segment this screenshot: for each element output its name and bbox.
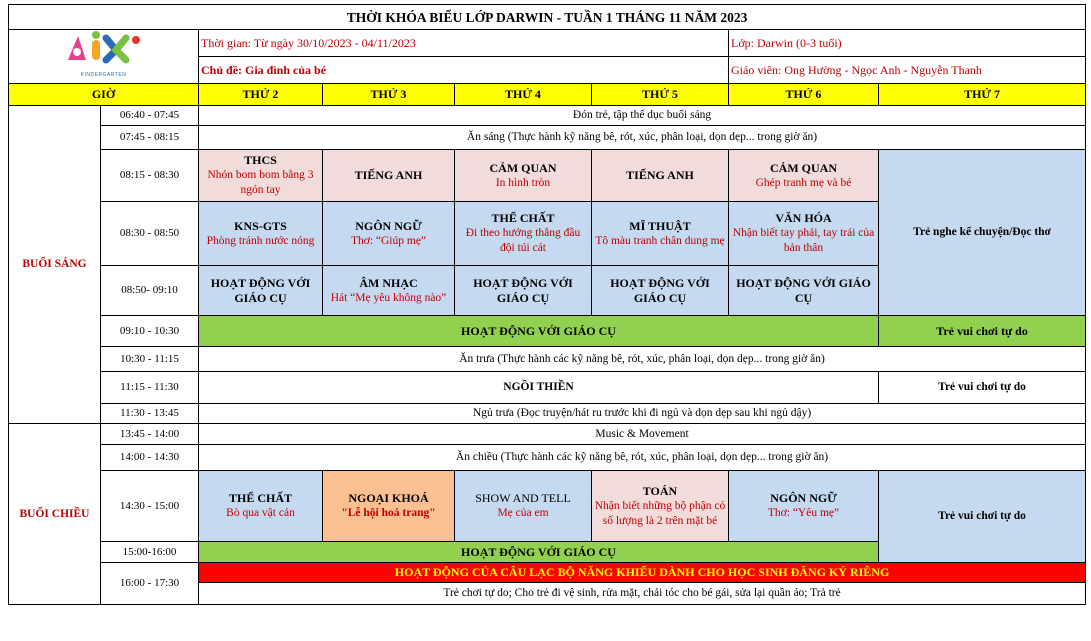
time-slot: 16:00 - 17:30 [101, 563, 199, 605]
lesson-cell [199, 266, 323, 316]
lesson-subject: VĂN HÓA [775, 211, 832, 225]
activity-cell: Music & Movement [199, 424, 1086, 445]
header-day: THỨ 4 [455, 84, 592, 106]
date-range: Thời gian: Từ ngày 30/10/2023 - 04/11/2023 [199, 30, 729, 57]
time-slot: 14:00 - 14:30 [101, 445, 199, 471]
time-slot: 11:15 - 11:30 [101, 372, 199, 404]
lesson-cell [729, 202, 879, 266]
lesson-detail: Mẹ của em [497, 507, 549, 519]
saturday-cell: Trẻ vui chơi tự do [879, 372, 1086, 404]
lesson-subject: TOÁN [642, 483, 678, 498]
lesson-cell [323, 202, 455, 266]
lesson-cell [199, 202, 323, 266]
time-slot: 08:50- 09:10 [101, 266, 199, 316]
time-slot: 11:30 - 13:45 [101, 404, 199, 424]
topic: Chủ đề: Gia đình của bé [199, 57, 729, 84]
header-day: THỨ 5 [592, 84, 729, 106]
activity-cell: NGỒI THIỀN [199, 372, 879, 404]
time-slot: 07:45 - 08:15 [101, 126, 199, 150]
lesson-cell [592, 150, 729, 202]
time-slot: 15:00-16:00 [101, 542, 199, 563]
lesson-detail: Nhón bom bom bằng 3 ngón tay [207, 169, 314, 196]
lesson-cell [455, 471, 592, 542]
teachers: Giáo viên: Ong Hường - Ngọc Anh - Nguyễn Thanh [729, 57, 1086, 84]
lesson-cell [729, 471, 879, 542]
lesson-detail: Thơ: “Giúp mẹ” [350, 234, 427, 247]
time-slot: 13:45 - 14:00 [101, 424, 199, 445]
lesson-cell [323, 471, 455, 542]
activity-cell: Ngủ trưa (Đọc truyện/hát ru trước khi đi ngủ và dọn dẹp sau khi ngủ dậy) [199, 404, 1086, 424]
lesson-subject: THỂ CHẤT [491, 211, 555, 225]
time-slot: 08:30 - 08:50 [101, 202, 199, 266]
lesson-subject: THCS [244, 153, 277, 167]
club-activity-banner: HOẠT ĐỘNG CỦA CÂU LẠC BỘ NĂNG KHIẾU DÀNH CHO HỌC SINH ĐĂNG KÝ RIÊNG [199, 563, 1086, 583]
header-day: THỨ 2 [199, 84, 323, 106]
time-slot: 10:30 - 11:15 [101, 347, 199, 372]
lesson-cell [323, 266, 455, 316]
lesson-cell [199, 150, 323, 202]
lesson-subject: NGÔN NGỮ [355, 218, 422, 233]
activity-cell: Ăn trưa (Thực hành các kỹ năng bê, rót, xúc, phân loại, dọn dẹp... trong giờ ăn) [199, 347, 1086, 372]
lesson-cell [592, 202, 729, 266]
lesson-detail: Bò qua vật cản [226, 507, 295, 519]
time-slot: 06:40 - 07:45 [101, 106, 199, 126]
lesson-subject: CẢM QUAN [489, 160, 557, 175]
lesson-subject: HOẠT ĐỘNG VỚI GIÁO CỤ [473, 275, 573, 305]
session-afternoon: BUỔI CHIỀU [9, 424, 101, 605]
activity-cell: HOẠT ĐỘNG VỚI GIÁO CỤ [199, 542, 879, 563]
lesson-subject: NGÔN NGỮ [770, 491, 837, 505]
school-logo [9, 30, 199, 84]
activity-cell: Đón trẻ, tập thể dục buổi sáng [199, 106, 1086, 126]
lesson-cell [455, 202, 592, 266]
class-name: Lớp: Darwin (0-3 tuổi) [729, 30, 1086, 57]
saturday-cell: Trẻ vui chơi tự do [879, 471, 1086, 563]
lesson-cell [592, 266, 729, 316]
time-slot: 08:15 - 08:30 [101, 150, 199, 202]
lesson-subject: HOẠT ĐỘNG VỚI GIÁO CỤ [610, 275, 710, 305]
lesson-detail: Hát “Mẹ yêu không nào” [330, 291, 447, 304]
lesson-subject: NGOẠI KHOÁ [348, 491, 429, 505]
lesson-detail: Ghép tranh mẹ và bé [755, 176, 852, 189]
timetable-sheet [8, 4, 1085, 605]
lesson-cell [729, 266, 879, 316]
lesson-detail: Nhận biết những bộ phận có số lượng là 2 trên mặt bé [594, 499, 726, 527]
lesson-cell [455, 266, 592, 316]
lesson-detail: Phòng tránh nước nóng [206, 234, 315, 247]
lesson-subject: SHOW AND TELL [475, 491, 571, 505]
lesson-subject: TIẾNG ANH [354, 168, 423, 182]
time-slot: 09:10 - 10:30 [101, 316, 199, 347]
logo-subtext: KINDERGARTEN [80, 72, 127, 78]
lesson-subject: CẢM QUAN [770, 160, 837, 175]
lesson-detail: "Lễ hội hoá trang" [341, 507, 436, 519]
activity-cell: HOẠT ĐỘNG VỚI GIÁO CỤ [199, 316, 879, 347]
lesson-subject: HOẠT ĐỘNG VỚI GIÁO CỤ [736, 275, 871, 305]
lesson-cell [323, 150, 455, 202]
header-day: THỨ 7 [879, 84, 1086, 106]
lesson-subject: HOẠT ĐỘNG VỚI GIÁO CỤ [210, 275, 311, 305]
header-day: THỨ 6 [729, 84, 879, 106]
lesson-subject: KNS-GTS [234, 218, 287, 233]
lesson-cell [199, 471, 323, 542]
lesson-cell [455, 150, 592, 202]
activity-cell: Ăn chiều (Thực hành các kỹ năng bê, rót, xúc, phân loại, dọn dẹp... trong giờ ăn) [199, 445, 1086, 471]
page-title: THỜI KHÓA BIỂU LỚP DARWIN - TUẦN 1 THÁNG 11 NĂM 2023 [9, 5, 1086, 30]
lesson-detail: Tô màu tranh chân dung mẹ [595, 234, 725, 247]
saturday-morning-cell: Trẻ nghe kể chuyện/Đọc thơ [879, 150, 1086, 316]
header-time: GIỜ [9, 84, 199, 106]
time-slot: 14:30 - 15:00 [101, 471, 199, 542]
activity-cell: Trẻ chơi tự do; Cho trẻ đi vệ sinh, rửa mặt, chải tóc cho bé gái, sửa lại quần áo; Trả trẻ [199, 583, 1086, 605]
lesson-detail: Đi theo hướng thẳng đầu đội túi cát [465, 227, 581, 254]
saturday-cell: Trẻ vui chơi tự do [879, 316, 1086, 347]
lesson-detail: In hình tròn [495, 176, 551, 189]
lesson-detail: Thơ: “Yêu mẹ” [767, 507, 840, 519]
lesson-subject: THỂ CHẤT [228, 491, 292, 505]
timetable [8, 4, 1086, 605]
lesson-subject: MĨ THUẬT [629, 218, 691, 233]
activity-cell: Ăn sáng (Thực hành kỹ năng bê, rót, xúc, phân loại, dọn dẹp... trong giờ ăn) [199, 126, 1086, 150]
lesson-subject: ÂM NHẠC [359, 275, 418, 290]
session-morning: BUỔI SÁNG [9, 106, 101, 424]
header-day: THỨ 3 [323, 84, 455, 106]
lesson-cell [729, 150, 879, 202]
logo-icon [64, 30, 144, 68]
lesson-detail: Nhận biết tay phải, tay trái của bản thân [732, 227, 875, 254]
lesson-cell [592, 471, 729, 542]
lesson-subject: TIẾNG ANH [626, 168, 694, 182]
